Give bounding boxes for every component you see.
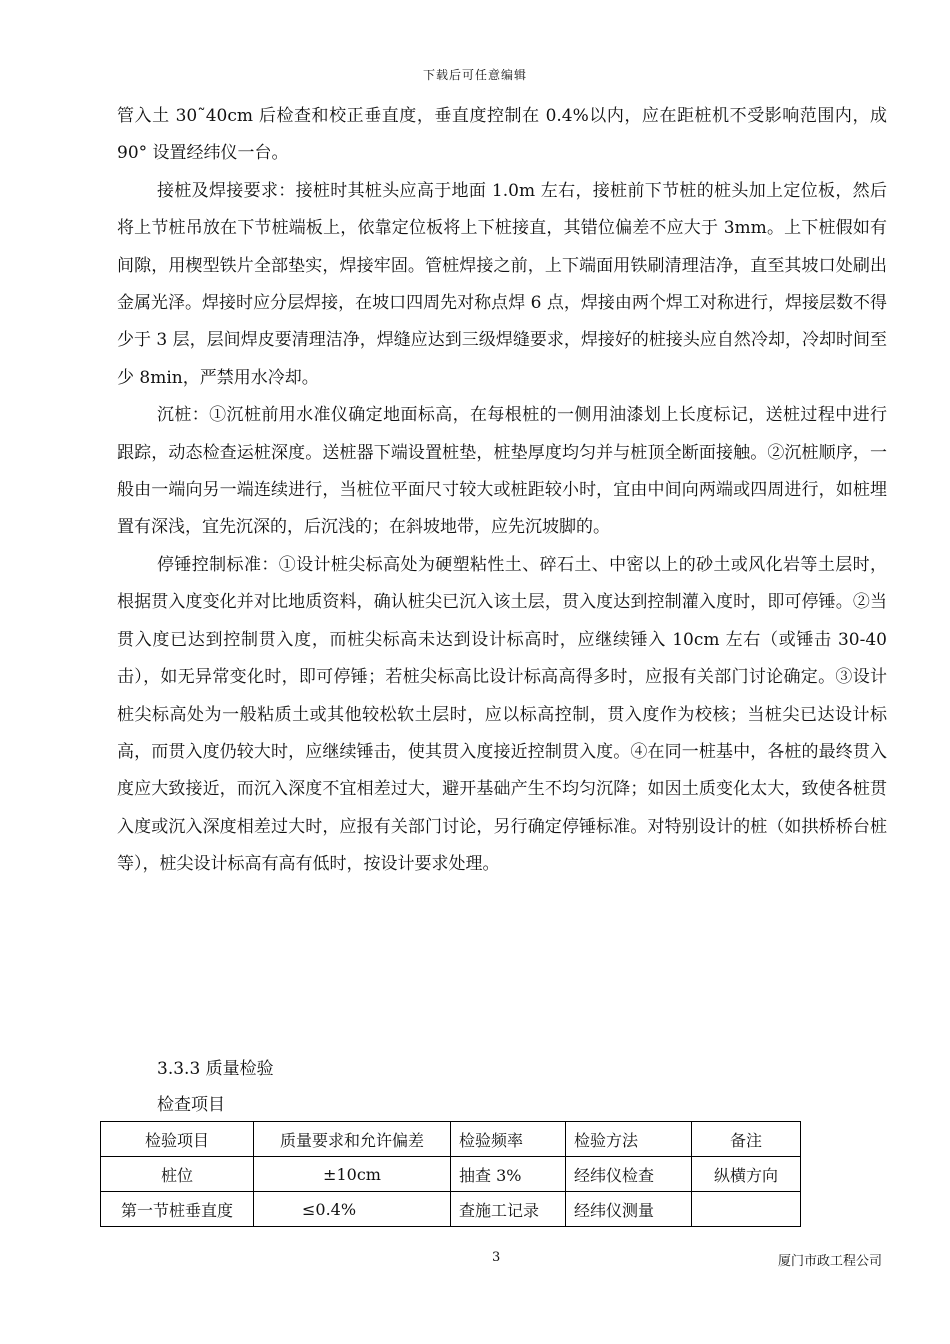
page-number: 3 <box>492 1250 501 1265</box>
table-cell: 查施工记录 <box>451 1192 566 1227</box>
section-subtitle: 检查项目 <box>157 1095 225 1115</box>
table-header-cell: 检验频率 <box>451 1122 566 1157</box>
inspection-table <box>100 1121 801 1227</box>
table-cell: 经纬仪测量 <box>566 1192 692 1227</box>
body-text <box>117 98 887 884</box>
table-header-cell: 检验项目 <box>101 1122 254 1157</box>
table-cell: ±10cm <box>254 1157 451 1192</box>
table-cell: 纵横方向 <box>692 1157 801 1192</box>
footer-company: 厦门市政工程公司 <box>777 1254 882 1269</box>
table-row <box>101 1157 801 1192</box>
paragraph-pile-joining: 接桩及焊接要求：接桩时其桩头应高于地面 1.0m 左右，接桩前下节桩的桩头加上定位板，然后将上节桩吊放在下节桩端板上，依靠定位板将上下桩接直，其错位偏差不应大于 3mm。上下桩假如有间隙，用楔型铁片全部垫实，焊接牢固。管桩焊接之前，上下端面用铁刷清理洁净，直至其坡口处刷出金属光泽。焊接时应分层焊接，在坡口四周先对称点焊 6 点，焊接由两个焊工对称进行，焊接层数不得少于 3 层，层间焊皮要清理洁净，焊缝应达到三级焊缝要求，焊接好的桩接头应自然冷却，冷却时间至少 8min，严禁用水冷却。 <box>117 180 887 388</box>
paragraph-pile-sinking: 沉桩：①沉桩前用水准仪确定地面标高，在每根桩的一侧用油漆划上长度标记，送桩过程中进行跟踪，动态检查运桩深度。送桩器下端设置桩垫，桩垫厚度均匀并与桩顶全断面接触。②沉桩顺序，一般由一端向另一端连续进行，当桩位平面尺寸较大或桩距较小时，宜由中间向两端或四周进行，如桩埋置有深浅，宜先沉深的，后沉浅的；在斜坡地带，应先沉坡脚的。 <box>117 405 887 538</box>
table-cell <box>692 1192 801 1227</box>
page-header: 下载后可任意编辑 <box>422 68 527 82</box>
table-cell: 经纬仪检查 <box>566 1157 692 1192</box>
paragraph-verticality: 管入土 30˜40cm 后检查和校正垂直度，垂直度控制在 0.4%以内，应在距桩机不受影响范围内，成 90° 设置经纬仪一台。 <box>117 106 887 164</box>
table-header-cell: 质量要求和允许偏差 <box>254 1122 451 1157</box>
table-row <box>101 1192 801 1227</box>
table-cell: 桩位 <box>101 1157 254 1192</box>
section-title: 3.3.3 质量检验 <box>157 1059 274 1079</box>
table-cell: 抽查 3% <box>451 1157 566 1192</box>
table-cell: ≤0.4% <box>254 1192 451 1227</box>
paragraph-stop-hammer: 停锤控制标准：①设计桩尖标高处为硬塑粘性土、碎石土、中密以上的砂土或风化岩等土层时，根据贯入度变化并对比地质资料，确认桩尖已沉入该土层，贯入度达到控制灌入度时，即可停锤。②当贯入度已达到控制贯入度，而桩尖标高未达到设计标高时，应继续锤入 10cm 左右（或锤击 30-40 击），如无异常变化时，即可停锤；若桩尖标高比设计标高高得多时，应报有关部门讨论确定。③设计桩尖标高处为一般粘质土或其他较松软土层时，应以标高控制，贯入度作为校核；当桩尖已达设计标高，而贯入度仍较大时，应继续锤击，使其贯入度接近控制贯入度。④在同一桩基中，各桩的最终贯入度应大致接近，而沉入深度不宜相差过大，避开基础产生不均匀沉降；如因土质变化太大，致使各桩贯入度或沉入深度相差过大时，应报有关部门讨论，另行确定停锤标准。对特别设计的桩（如拱桥桥台桩等），桩尖设计标高有高有低时，按设计要求处理。 <box>117 554 887 875</box>
table-cell: 第一节桩垂直度 <box>101 1192 254 1227</box>
table-header-row <box>101 1122 801 1157</box>
table-header-cell: 备注 <box>692 1122 801 1157</box>
table-header-cell: 检验方法 <box>566 1122 692 1157</box>
